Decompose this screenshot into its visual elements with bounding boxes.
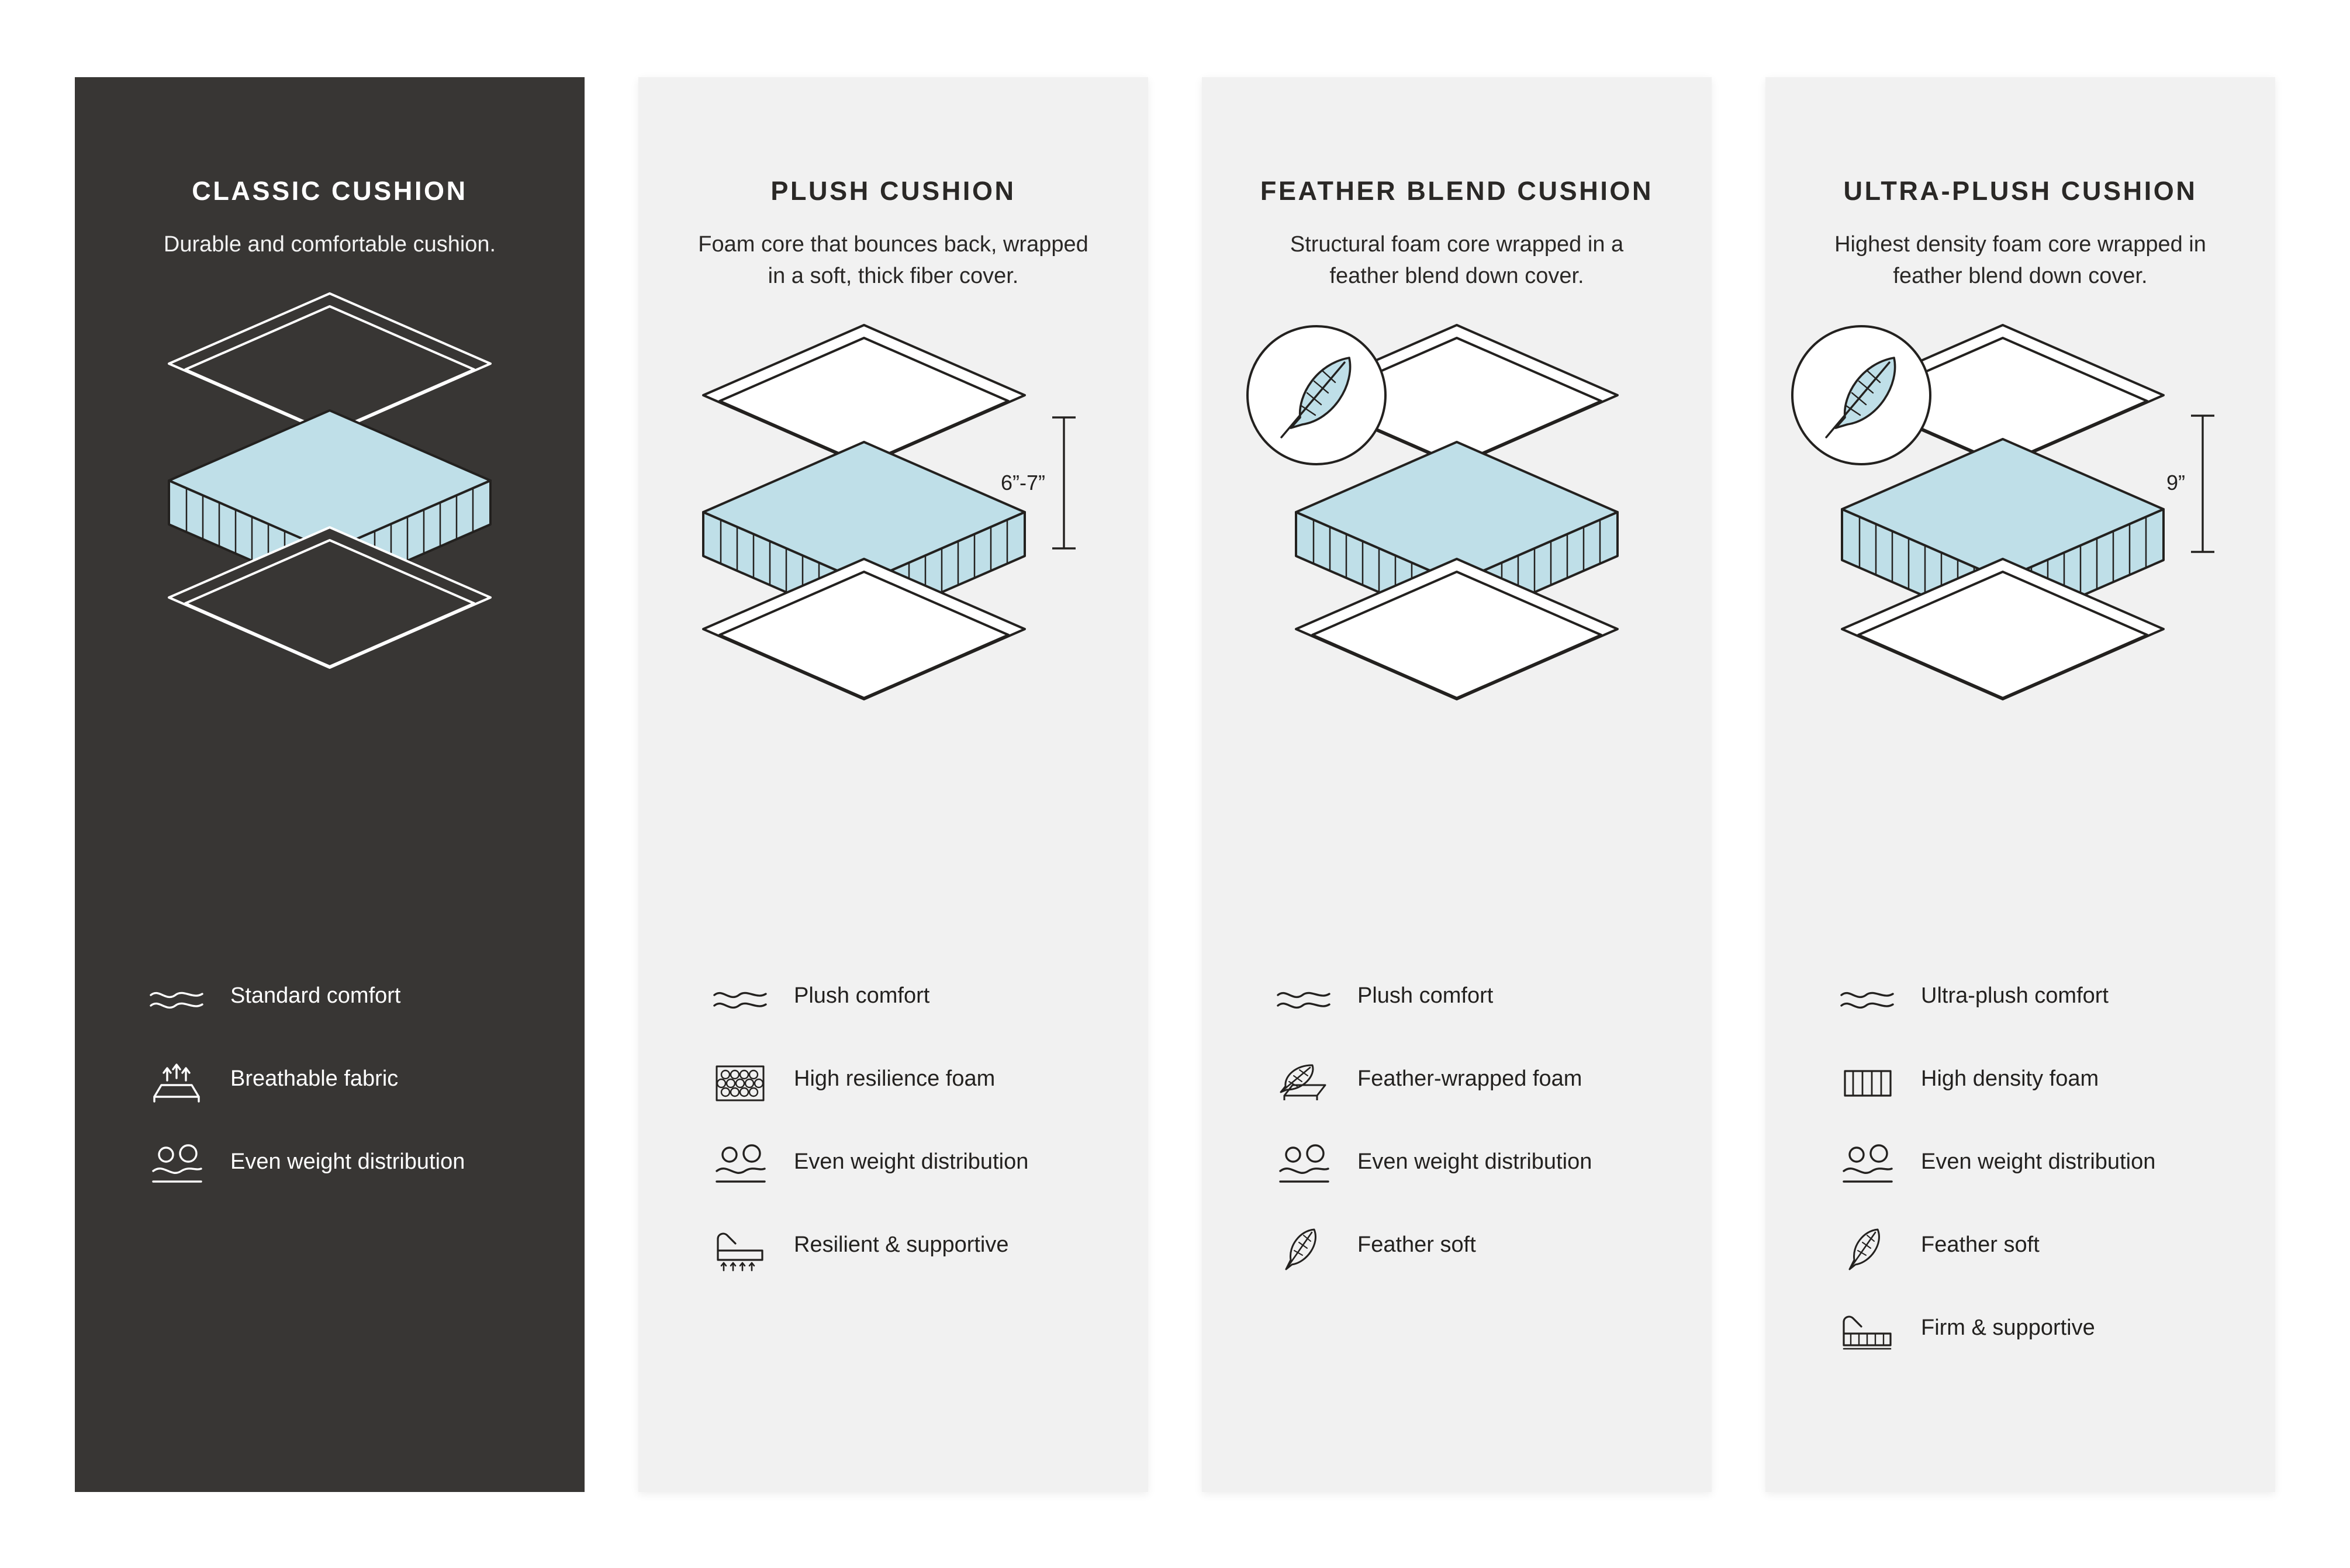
even-weight-icon — [1834, 1138, 1900, 1194]
breathable-fabric-icon — [144, 1055, 209, 1111]
card-description: Durable and comfortable cushion. — [163, 232, 496, 257]
card-title: PLUSH CUSHION — [770, 176, 1016, 206]
feature-item — [1202, 1055, 1712, 1113]
feature-list — [638, 972, 1148, 1492]
resilient-support-icon — [707, 1221, 773, 1277]
high-density-foam-icon — [1834, 1055, 1900, 1111]
feature-item — [638, 972, 1148, 1030]
feather-icon — [1834, 1221, 1900, 1277]
feature-label: Plush comfort — [1357, 983, 1494, 1008]
even-weight-icon — [707, 1138, 773, 1194]
cushion-exploded-diagram — [1235, 308, 1679, 717]
cushion-card-classic-cushion — [75, 77, 585, 1492]
feature-label: Plush comfort — [794, 983, 930, 1008]
feature-label: Standard comfort — [230, 983, 401, 1008]
card-description: Highest density foam core wrapped in feather blend down cover. — [1834, 232, 2206, 288]
card-title: CLASSIC CUSHION — [192, 176, 468, 206]
wave-icon — [1834, 972, 1900, 1028]
feature-label: Feather soft — [1921, 1232, 2040, 1257]
feather-badge — [1247, 326, 1385, 464]
feature-label: Even weight distribution — [230, 1149, 465, 1174]
dimension-label: 6”-7” — [1000, 470, 1045, 495]
feature-item — [1765, 1221, 2275, 1279]
cushion-exploded-diagram — [1786, 308, 2254, 717]
feature-item — [75, 1055, 585, 1113]
wave-icon — [707, 972, 773, 1028]
cushion-illustration — [638, 308, 1148, 752]
feature-item — [1202, 1221, 1712, 1279]
card-title: FEATHER BLEND CUSHION — [1260, 176, 1654, 206]
feature-item — [1765, 972, 2275, 1030]
feature-label: Resilient & supportive — [794, 1232, 1009, 1257]
feature-label: Ultra-plush comfort — [1921, 983, 2109, 1008]
feature-label: Even weight distribution — [794, 1149, 1029, 1174]
feather-wrapped-foam-icon — [1271, 1055, 1336, 1111]
feature-label: Even weight distribution — [1921, 1149, 2156, 1174]
wave-icon — [1271, 972, 1336, 1028]
feature-label: High resilience foam — [794, 1066, 996, 1091]
honeycomb-foam-icon — [707, 1055, 773, 1111]
feature-item — [1765, 1304, 2275, 1362]
feature-item — [75, 972, 585, 1030]
cushion-card-feather-blend-cushion — [1202, 77, 1712, 1492]
firm-support-icon — [1834, 1304, 1900, 1360]
feature-label: Breathable fabric — [230, 1066, 399, 1091]
feature-item — [1202, 1138, 1712, 1196]
cushion-illustration — [75, 276, 585, 720]
cushion-illustration — [1202, 308, 1712, 752]
even-weight-icon — [1271, 1138, 1336, 1194]
feature-item — [638, 1138, 1148, 1196]
feature-item — [1765, 1138, 2275, 1196]
even-weight-icon — [144, 1138, 209, 1194]
cushion-card-ultra-plush-cushion — [1765, 77, 2275, 1492]
feature-item — [1202, 972, 1712, 1030]
feather-badge — [1792, 326, 1930, 464]
feature-item — [638, 1221, 1148, 1279]
card-title: ULTRA-PLUSH CUSHION — [1843, 176, 2197, 206]
card-description: Structural foam core wrapped in a feather blend down cover. — [1290, 232, 1624, 288]
feature-item — [75, 1138, 585, 1196]
feather-icon — [1271, 1221, 1336, 1277]
cushion-exploded-diagram — [125, 276, 534, 685]
feature-item — [638, 1055, 1148, 1113]
card-description: Foam core that bounces back, wrapped in a soft, thick fiber cover. — [698, 232, 1088, 288]
dimension-label: 9” — [2166, 470, 2185, 495]
cushion-card-plush-cushion — [638, 77, 1148, 1492]
wave-icon — [144, 972, 209, 1028]
feature-label: Firm & supportive — [1921, 1315, 2095, 1340]
feature-label: Feather-wrapped foam — [1357, 1066, 1582, 1091]
feature-list — [1765, 972, 2275, 1492]
feature-label: High density foam — [1921, 1066, 2099, 1091]
feature-list — [1202, 972, 1712, 1492]
cushion-illustration — [1765, 308, 2275, 752]
cushion-exploded-diagram — [671, 308, 1115, 717]
feature-list — [75, 972, 585, 1492]
feature-label: Feather soft — [1357, 1232, 1476, 1257]
feature-label: Even weight distribution — [1357, 1149, 1592, 1174]
feature-item — [1765, 1055, 2275, 1113]
